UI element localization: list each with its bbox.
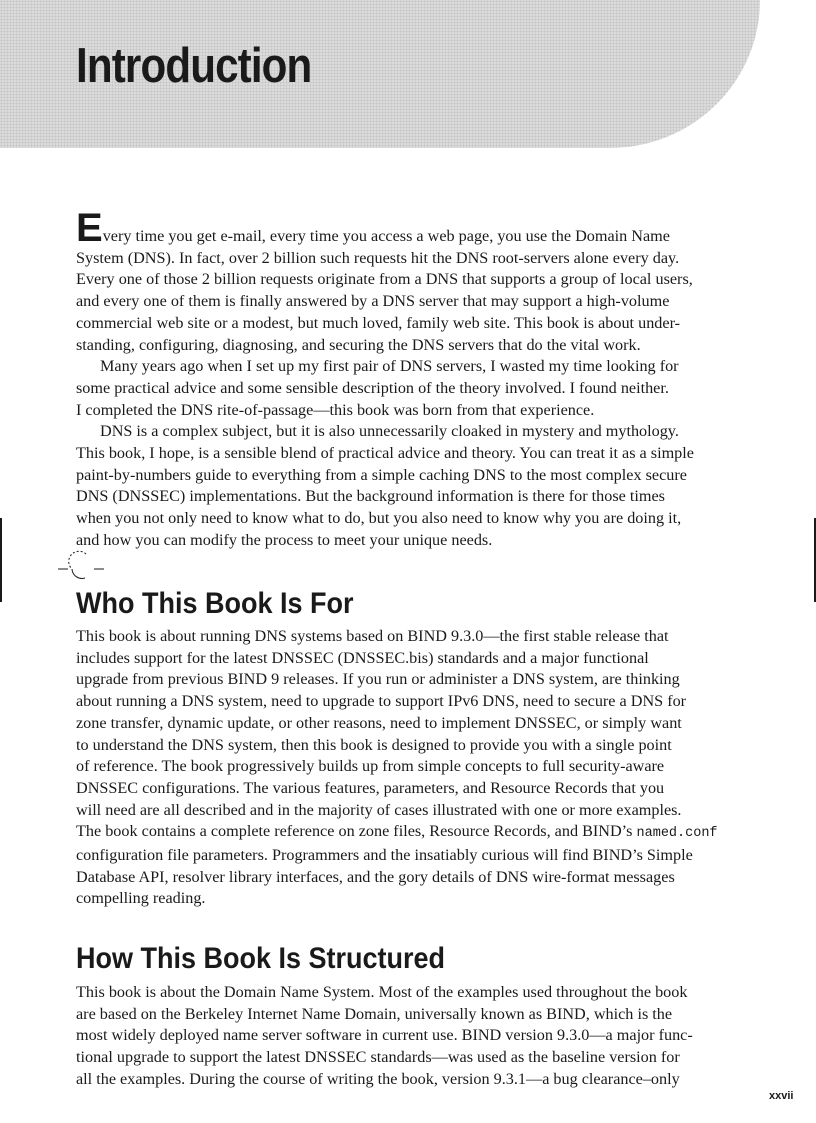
registration-mark-icon (58, 550, 104, 580)
section1-line: compelling reading. (76, 889, 206, 908)
section1-line: of reference. The book progressively builds up from simple concepts to full security-aware (76, 757, 665, 776)
section1-line: about running a DNS system, need to upgrade to support IPv6 DNS, need to secure a DNS for (76, 692, 687, 711)
section-heading-who: Who This Book Is For (76, 587, 354, 620)
intro-line: System (DNS). In fact, over 2 billion such requests hit the DNS root-servers alone every day. (76, 248, 680, 267)
section1-line: Database API, resolver library interfaces, and the gory details of DNS wire-format messages (76, 867, 675, 886)
section1-line: upgrade from previous BIND 9 releases. If you run or administer a DNS system, are thinking (76, 670, 680, 689)
intro-line: when you not only need to know what to do, but you also need to know why you are doing it, (76, 509, 682, 528)
section2-text (76, 982, 766, 1091)
intro-line: standing, configuring, diagnosing, and securing the DNS servers that do the vital work. (76, 335, 641, 354)
section2-line: all the examples. During the course of writing the book, version 9.3.1—a bug clearance–only (76, 1069, 680, 1088)
section1-line: This book is about running DNS systems based on BIND 9.3.0—the first stable release that (76, 627, 669, 645)
code-named-conf: named.conf (636, 826, 718, 842)
intro-line: and every one of them is finally answered by a DNS server that may support a high-volume (76, 292, 670, 311)
section2-line: tional upgrade to support the latest DNSSEC standards—was used as the baseline version for (76, 1048, 680, 1067)
intro-line: some practical advice and some sensible description of the theory involved. I found neither. (76, 378, 669, 397)
intro-line (76, 206, 766, 250)
section2-line: This book is about the Domain Name System. Most of the examples used throughout the book (76, 983, 688, 1001)
intro-line: DNS is a complex subject, but it is also unnecessarily cloaked in mystery and mythology. (100, 422, 679, 441)
intro-line: paint-by-numbers guide to everything from a simple caching DNS to the most complex secure (76, 465, 687, 484)
intro-line: DNS (DNSSEC) implementations. But the background information is there for those times (76, 487, 665, 506)
section1-text (76, 626, 766, 910)
intro-text (76, 206, 766, 552)
intro-line: I completed the DNS rite-of-passage—this book was born from that experience. (76, 400, 595, 419)
chapter-title: Introduction (76, 39, 312, 93)
drop-cap: E (76, 206, 103, 250)
intro-line: This book, I hope, is a sensible blend of practical advice and theory. You can treat it as a simple (76, 444, 694, 463)
intro-line: and how you can modify the process to meet your unique needs. (76, 530, 493, 549)
section1-line-text: The book contains a complete reference on zone files, Resource Records, and BIND’s (76, 822, 637, 841)
section2-line: most widely deployed name server software in current use. BIND version 9.3.0—a major func- (76, 1026, 693, 1045)
section1-line: zone transfer, dynamic update, or other reasons, need to implement DNSSEC, or simply want (76, 713, 682, 732)
section1-line: DNSSEC configurations. The various features, parameters, and Resource Records that you (76, 778, 665, 797)
section1-line (76, 821, 766, 845)
section-heading-structure: How This Book Is Structured (76, 942, 446, 975)
section1-line: configuration file parameters. Programmers and the insatiably curious will find BIND’s Simple (76, 846, 693, 865)
section1-line: to understand the DNS system, then this book is designed to provide you with a single point (76, 735, 672, 754)
intro-line-text: very time you get e-mail, every time you access a web page, you use the Domain Name (102, 227, 670, 245)
section2-line: are based on the Berkeley Internet Name Domain, universally known as BIND, which is the (76, 1004, 673, 1023)
section1-line: will need are all described and in the majority of cases illustrated with one or more examples. (76, 800, 682, 819)
intro-line: commercial web site or a modest, but much loved, family web site. This book is about under- (76, 313, 681, 332)
page-number: xxvii (769, 1090, 794, 1102)
intro-line: Every one of those 2 billion requests originate from a DNS that supports a group of local users, (76, 270, 693, 289)
crop-mark-left (0, 518, 2, 602)
intro-line: Many years ago when I set up my first pair of DNS servers, I wasted my time looking for (100, 357, 679, 376)
section1-line: includes support for the latest DNSSEC (DNSSEC.bis) standards and a major functional (76, 648, 649, 667)
